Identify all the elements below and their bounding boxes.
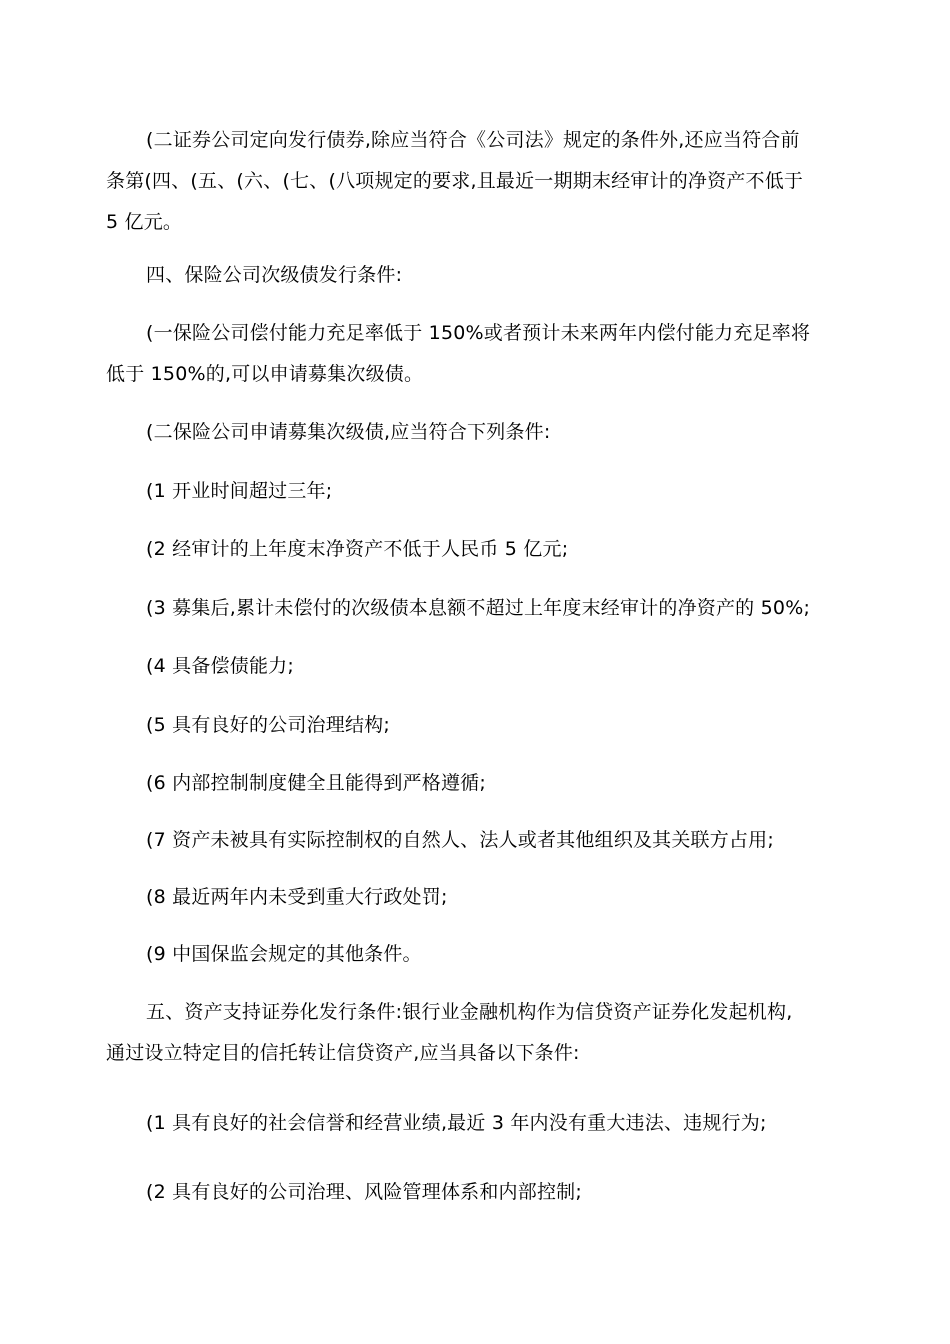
list-item-condition-3: [146, 588, 810, 629]
list-item-condition-9: [146, 934, 422, 975]
paragraph-application-conditions: [146, 412, 550, 453]
text-line: 通过设立特定目的信托转让信贷资产,应当具备以下条件:: [106, 1042, 580, 1064]
list-item-condition-5: [146, 705, 390, 746]
list-item-condition-7: [146, 820, 774, 861]
text-line: (6 内部控制制度健全且能得到严格遵循;: [146, 772, 486, 794]
list-item-securitization-1: [146, 1103, 767, 1144]
list-item-condition-1: [146, 471, 332, 512]
text-line: (二证券公司定向发行债券,除应当符合《公司法》规定的条件外,还应当符合前: [146, 129, 800, 151]
text-line: (1 具有良好的社会信誉和经营业绩,最近 3 年内没有重大违法、违规行为;: [146, 1112, 767, 1134]
text-line: (5 具有良好的公司治理结构;: [146, 714, 390, 736]
text-line: 低于 150%的,可以申请募集次级债。: [106, 363, 424, 385]
paragraph-asset-securitization-cont: [106, 1033, 580, 1074]
paragraph-solvency-ratio-cont: [106, 354, 423, 395]
text-line: (4 具备偿债能力;: [146, 655, 294, 677]
text-line: 四、保险公司次级债发行条件:: [146, 264, 403, 286]
text-line: (2 经审计的上年度末净资产不低于人民币 5 亿元;: [146, 538, 569, 560]
text-line: (9 中国保监会规定的其他条件。: [146, 943, 422, 965]
text-line: (一保险公司偿付能力充足率低于 150%或者预计未来两年内偿付能力充足率将: [146, 322, 811, 344]
section-heading-asset-securitization: [146, 992, 792, 1033]
paragraph-solvency-ratio: [146, 313, 810, 354]
list-item-condition-6: [146, 763, 486, 804]
list-item-securitization-2: [146, 1172, 582, 1213]
section-heading-insurance-subordinated-debt: [146, 255, 402, 296]
text-line: 条第(四、(五、(六、(七、(八项规定的要求,且最近一期期末经审计的净资产不低于: [106, 170, 804, 192]
text-line: (8 最近两年内未受到重大行政处罚;: [146, 886, 448, 908]
text-line: (3 募集后,累计未偿付的次级债本息额不超过上年度末经审计的净资产的 50%;: [146, 597, 811, 619]
paragraph-securities-directed-bond: [146, 120, 800, 161]
list-item-condition-4: [146, 646, 294, 687]
text-line: (7 资产未被具有实际控制权的自然人、法人或者其他组织及其关联方占用;: [146, 829, 774, 851]
text-line: (二保险公司申请募集次级债,应当符合下列条件:: [146, 421, 551, 443]
list-item-condition-8: [146, 877, 448, 918]
text-line: 5 亿元。: [106, 211, 183, 233]
paragraph-securities-directed-bond-cont: [106, 161, 803, 243]
text-line: 五、资产支持证券化发行条件:银行业金融机构作为信贷资产证券化发起机构,: [146, 1001, 793, 1023]
text-line: (2 具有良好的公司治理、风险管理体系和内部控制;: [146, 1181, 582, 1203]
text-line: (1 开业时间超过三年;: [146, 480, 333, 502]
list-item-condition-2: [146, 529, 568, 570]
